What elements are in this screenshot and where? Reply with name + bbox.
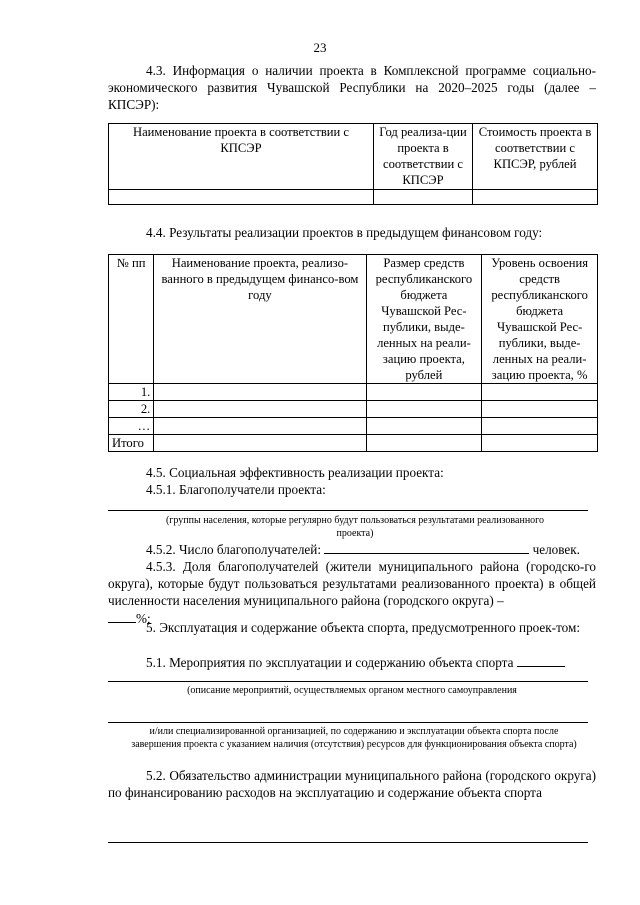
- kpser-cell: [374, 190, 473, 205]
- kpser-table: [108, 123, 598, 205]
- section-4-3-text: 4.3. Информация о наличии проекта в Комплексной программе социально-экономического развития Чувашской Республики на 2020–2025 годы (далее – КПСЭР):: [108, 63, 596, 112]
- section-4-4-text: 4.4. Результаты реализации проектов в предыдущем финансовом году:: [146, 225, 543, 240]
- results-header-level: Уровень освоения средств республиканского бюджета Чувашской Рес-публики, выде-ленных на реали-зацию проекта, %: [482, 255, 598, 384]
- row-number: 2.: [109, 401, 154, 418]
- table-row: [109, 418, 598, 435]
- section-4-5-2: [108, 540, 596, 558]
- fill-line: [108, 510, 588, 511]
- fill-line: [108, 681, 588, 682]
- kpser-cell: [473, 190, 598, 205]
- page-number: 23: [313, 40, 327, 55]
- count-unit: человек.: [532, 542, 580, 557]
- section-4-5-3: 4.5.3. Доля благополучателей (жители муниципального района (городско-го округа), которые будут пользоваться результатами реализованного проекта) в общей численности населения муниципального района (городского округа) –: [108, 559, 596, 608]
- s5-1-blank: [517, 653, 565, 667]
- kpser-header-year: Год реализа-ции проекта в соответствии с КПСЭР: [374, 124, 473, 190]
- fill-line: [108, 722, 588, 723]
- results-table: [108, 254, 598, 452]
- kpser-header-cost: Стоимость проекта в соответствии с КПСЭР, рублей: [473, 124, 598, 190]
- section-4-5-1: 4.5.1. Благополучатели проекта:: [146, 482, 326, 497]
- table-row: [109, 384, 598, 401]
- kpser-cell: [109, 190, 374, 205]
- kpser-header-name: Наименование проекта в соответствии с КПСЭР: [109, 124, 374, 190]
- beneficiaries-note: (группы населения, которые регулярно будут пользоваться результатами реализованного проекта): [165, 515, 545, 539]
- section-5-title: 5. Эксплуатация и содержание объекта спорта, предусмотренного проек-том:: [146, 620, 581, 635]
- count-blank: [324, 540, 529, 554]
- s5-1-note-a: (описание мероприятий, осуществляемых органом местного самоуправления: [187, 685, 517, 696]
- row-number: …: [109, 418, 154, 435]
- section-4-5-title: 4.5. Социальная эффективность реализации проекта:: [146, 465, 444, 480]
- section-5-2: 5.2. Обязательство администрации муниципального района (городского округа) по финансированию расходов на эксплуатацию и содержание объекта спорта: [108, 768, 596, 800]
- s5-1-note-b: и/или специализированной организацией, по содержанию и эксплуатации объекта спорта после завершения проекта с указанием наличия (отсутствия) ресурсов для функционирования объекта спорта): [131, 726, 577, 750]
- count-label: 4.5.2. Число благополучателей:: [146, 542, 321, 557]
- table-row: [109, 435, 598, 452]
- results-header-amount: Размер средств республиканского бюджета Чувашской Рес-публики, выде-ленных на реали-зацию проекта, рублей: [366, 255, 482, 384]
- section-5-1: [108, 653, 596, 671]
- row-number: 1.: [109, 384, 154, 401]
- results-header-name: Наименование проекта, реализо-ванного в предыдущем финансо-вом году: [154, 255, 366, 384]
- row-total: Итого: [109, 435, 154, 452]
- share-unit: %;: [136, 611, 151, 626]
- s5-1-text: 5.1. Мероприятия по эксплуатации и содержанию объекта спорта: [146, 655, 514, 670]
- results-header-num: № пп: [109, 255, 154, 384]
- fill-line: [108, 842, 588, 843]
- table-row: [109, 401, 598, 418]
